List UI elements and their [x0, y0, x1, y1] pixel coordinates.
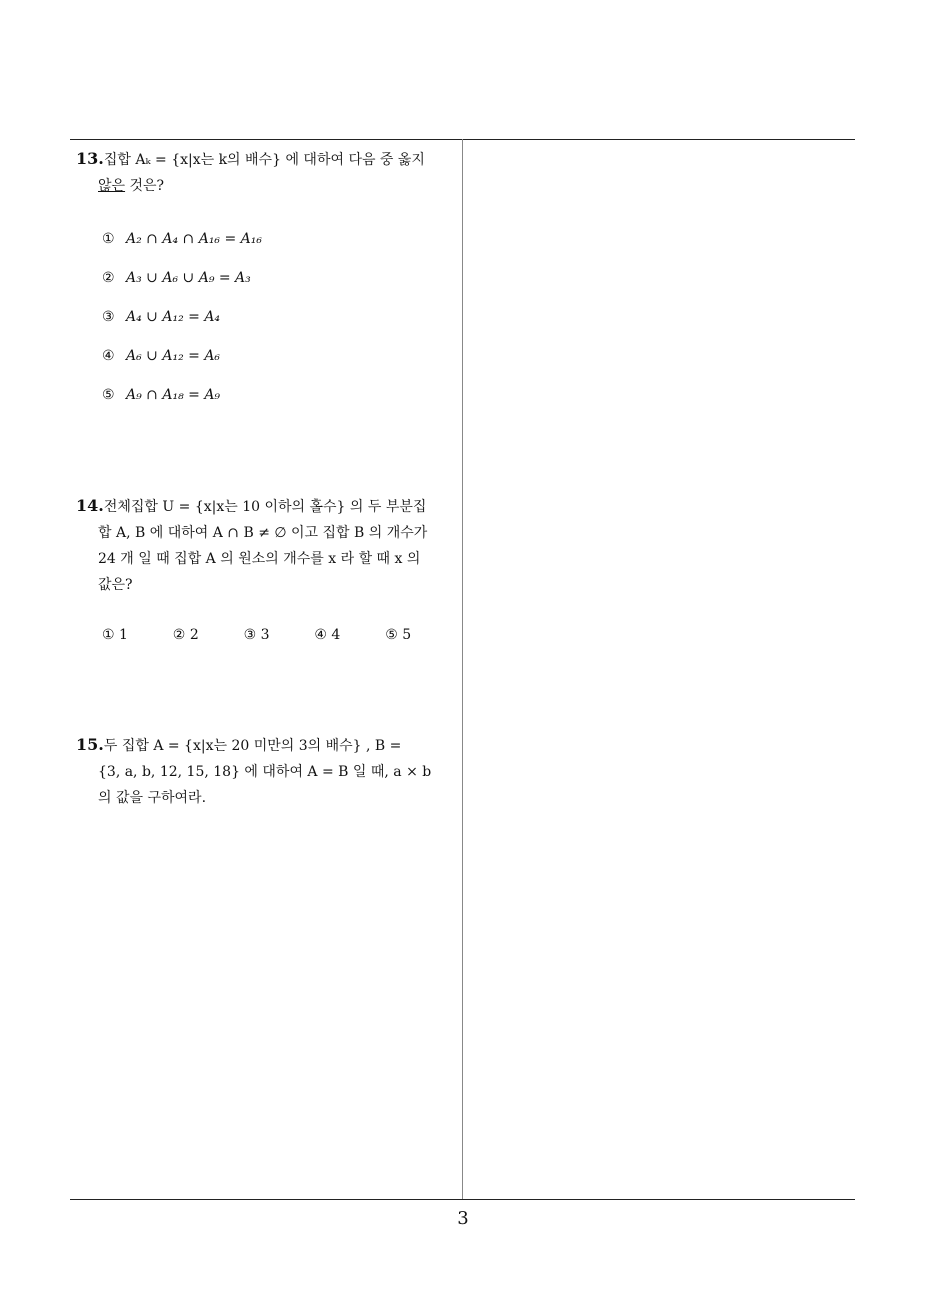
option-2[interactable] — [102, 258, 456, 297]
question-15-line-3 — [76, 785, 456, 811]
page-number: 3 — [457, 1208, 469, 1229]
question-13-line-1 — [76, 146, 456, 173]
question-13-line-2 — [76, 173, 456, 199]
option-marker: ② — [102, 269, 115, 286]
question-15 — [76, 732, 456, 811]
option-text: A₉ ∩ A₁₈ = A₉ — [126, 386, 221, 403]
option-text: A₃ ∪ A₆ ∪ A₉ = A₃ — [126, 269, 251, 286]
option-2[interactable] — [173, 622, 244, 648]
option-text: 4 — [331, 627, 341, 643]
question-text: 전체집합 U = {x|x는 10 이하의 홀수} 의 두 부분집 — [103, 499, 427, 515]
question-number: 15. — [76, 735, 104, 754]
option-3[interactable] — [244, 622, 315, 648]
option-text: A₆ ∪ A₁₂ = A₆ — [126, 347, 221, 364]
option-1[interactable] — [102, 622, 173, 648]
option-marker: ⑤ — [102, 386, 115, 403]
option-marker: ① — [102, 627, 115, 643]
bottom-rule — [70, 1199, 855, 1200]
option-4[interactable] — [314, 622, 385, 648]
option-marker: ⑤ — [385, 627, 398, 643]
option-text: A₂ ∩ A₄ ∩ A₁₆ = A₁₆ — [126, 230, 263, 247]
question-text: 값은? — [98, 577, 133, 593]
question-text: 것은? — [125, 178, 165, 194]
question-13 — [76, 146, 456, 414]
question-text: 24 개 일 때 집합 A 의 원소의 개수를 x 라 할 때 x 의 — [98, 551, 421, 567]
option-text: 1 — [119, 627, 128, 643]
option-marker: ③ — [102, 308, 115, 325]
option-4[interactable] — [102, 336, 456, 375]
option-marker: ③ — [243, 627, 257, 643]
option-5[interactable] — [102, 375, 456, 414]
option-5[interactable] — [385, 622, 456, 648]
answer-options — [76, 622, 456, 648]
question-text: 집합 Aₖ = {x|x는 k의 배수} 에 대하여 다음 중 옳지 — [103, 152, 425, 168]
question-number: 14. — [76, 496, 104, 515]
underlined-emphasis: 않은 — [98, 178, 126, 194]
question-14 — [76, 493, 456, 648]
option-marker: ④ — [314, 627, 327, 643]
question-text: 의 값을 구하여라. — [98, 790, 207, 806]
option-marker: ② — [172, 627, 186, 643]
column-divider — [462, 139, 463, 1200]
question-number: 13. — [76, 149, 104, 168]
question-text: {3, a, b, 12, 15, 18} 에 대하여 A = B 일 때, a × b — [98, 764, 432, 780]
answer-options — [76, 219, 456, 414]
question-text: 두 집합 A = {x|x는 20 미만의 3의 배수} , B = — [103, 738, 402, 754]
option-marker: ④ — [102, 347, 115, 364]
option-3[interactable] — [102, 297, 456, 336]
question-14-line-1 — [76, 493, 456, 520]
option-text: A₄ ∪ A₁₂ = A₄ — [126, 308, 221, 325]
option-marker: ① — [102, 230, 115, 247]
question-14-line-2 — [76, 520, 456, 546]
option-text: 2 — [189, 627, 199, 643]
question-14-line-4 — [76, 572, 456, 598]
question-15-line-1 — [76, 732, 456, 759]
option-1[interactable] — [102, 219, 456, 258]
option-text: 3 — [260, 627, 270, 643]
question-14-line-3 — [76, 546, 456, 572]
option-text: 5 — [402, 627, 412, 643]
question-15-line-2 — [76, 759, 456, 785]
question-text: 합 A, B 에 대하여 A ∩ B ≠ ∅ 이고 집합 B 의 개수가 — [98, 525, 428, 541]
